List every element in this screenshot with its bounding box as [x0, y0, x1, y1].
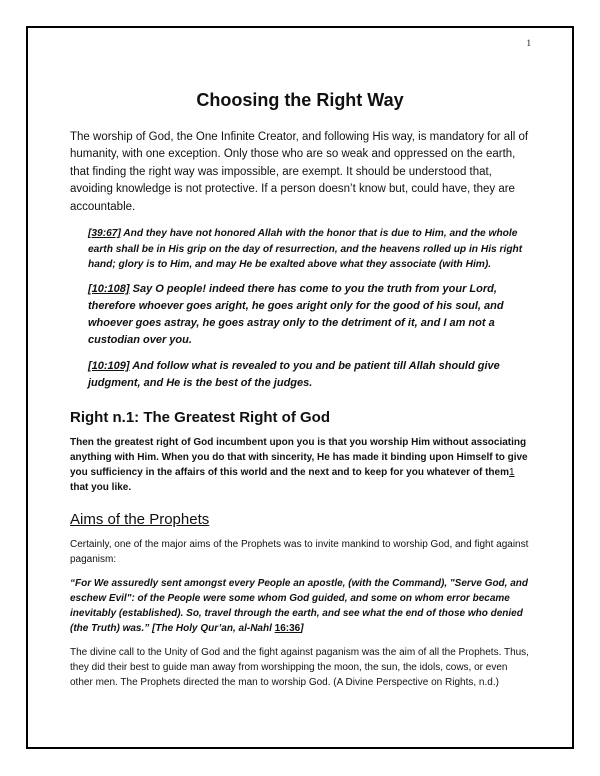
verse-link[interactable]: [39:67]	[88, 228, 121, 240]
section-heading-greatest-right: Right n.1: The Greatest Right of God	[70, 408, 330, 426]
quote-end: ]	[300, 622, 304, 634]
footnote-link[interactable]: 1	[508, 466, 515, 478]
verse-quote-10-109	[88, 358, 530, 392]
aims-paragraph: Certainly, one of the major aims of the Prophets was to invite mankind to worship God, and fight against paganism:	[70, 538, 529, 565]
intro-paragraph: The worship of God, the One Infinite Creator, and following His way, is mandatory for all of humanity, with one exception. Only those who are so weak and oppressed on the earth, that finding the right way was impossible, are exempt. It should be understood that, avoiding knowledge is not protective. If a person doesn’t know but, could have, they are accountable.	[70, 131, 529, 213]
document-body	[70, 90, 530, 699]
paragraph-text: that you like.	[70, 481, 132, 493]
page-number: 1	[526, 38, 531, 48]
divine-call-paragraph: The divine call to the Unity of God and the fight against paganism was the aim of all the Prophets. Thus, they did their best to guide man away from worshipping the moon, the sun, the idols, cows, or even other men. The Prophets directed the man to worship God. (A Divine Perspective on Rights, n.d.)	[70, 646, 529, 688]
verse-quote-10-108	[88, 281, 530, 349]
page-title: Choosing the Right Way	[196, 90, 404, 110]
verse-link[interactable]: 16:36	[274, 622, 301, 634]
paragraph-text: Then the greatest right of God incumbent upon you is that you worship Him without associating anything with Him. When you do that with sincerity, He has made it binding upon Himself to give you sufficiency in the affairs of this world and the next and to keep for you whatever of them	[70, 436, 528, 478]
verse-quote-39-67	[88, 226, 530, 272]
section-heading-aims: Aims of the Prophets	[70, 510, 210, 528]
greatest-right-paragraph	[70, 435, 530, 495]
quran-quote	[70, 576, 530, 636]
quote-text: “For We assuredly sent amongst every People an apostle, (with the Command), "Serve God, and eschew Evil": of the People were some whom God guided, and some on whom error became inevitably (established). So, travel through the earth, and see what the end of those who denied (the Truth) was.” [The Holy Qur’an, al-Nahl	[70, 577, 528, 634]
verse-text: Say O people! indeed there has come to you the truth from your Lord, therefore whoever goes aright, he goes aright only for the good of his soul, and whoever goes astray, he goes astray only to the detriment of it, and I am not a custodian over you.	[88, 283, 504, 347]
verse-text: And they have not honored Allah with the honor that is due to Him, and the whole earth shall be in His grip on the day of resurrection, and the heavens rolled up in His right hand; glory is to Him, and may He be exalted above what they associate (with Him).	[88, 228, 523, 270]
verse-link[interactable]: [10:108]	[88, 283, 130, 296]
verse-text: And follow what is revealed to you and be patient till Allah should give judgment, and He is the best of the judges.	[88, 360, 500, 390]
verse-link[interactable]: [10:109]	[88, 360, 130, 373]
